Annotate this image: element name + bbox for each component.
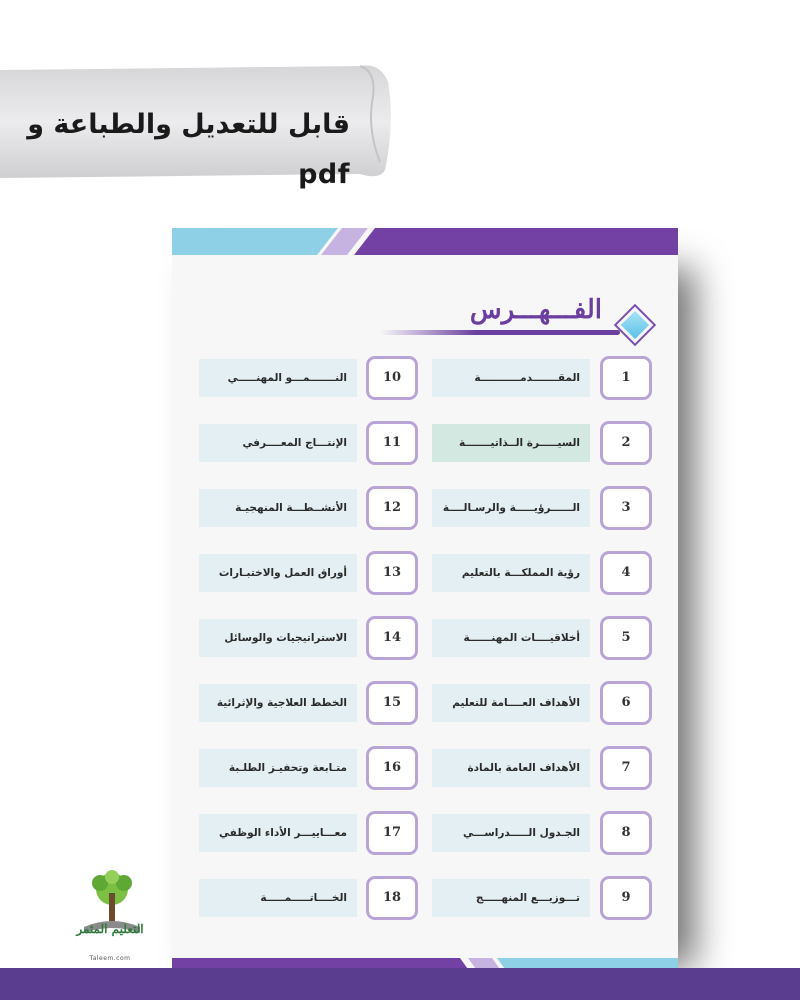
right-number-box: 2 [600, 421, 652, 465]
right-index-label: الــــــرؤيـــــة والرسـالــــة [432, 489, 590, 527]
right-index-label: الجـدول الـــــدراســـي [432, 814, 590, 852]
left-index-label: أوراق العمل والاختبـارات [199, 554, 357, 592]
banner-title: قابل للتعديل والطباعة و pdf [27, 109, 350, 190]
left-number-box: 18 [366, 876, 418, 920]
right-number-box: 4 [600, 551, 652, 595]
left-index-label: معـــاييـــر الأداء الوظفي [199, 814, 357, 852]
right-index-label: السيـــــرة الــذاتيـــــــة [432, 424, 590, 462]
logo-name: التعليم المثمر [76, 922, 144, 936]
left-number-box: 17 [366, 811, 418, 855]
right-index-label: رؤية المملكـــة بالتعليم [432, 554, 590, 592]
left-number-box: 11 [366, 421, 418, 465]
right-number-box: 7 [600, 746, 652, 790]
right-index-label: تـــوزيـــع المنهـــــج [432, 879, 590, 917]
index-title: الفـــهـــرس [469, 295, 602, 325]
right-index-label: الأهداف العــــامة للتعليم [432, 684, 590, 722]
left-index-label: الإنتـــاج المعــــرفي [199, 424, 357, 462]
right-number-box: 5 [600, 616, 652, 660]
tree-logo-icon [72, 852, 152, 962]
left-index-label: متـابعة وتحفيـز الطلـبة [199, 749, 357, 787]
right-index-label: المقـــــــدمـــــــــــة [432, 359, 590, 397]
title-underline [380, 330, 620, 335]
bottom-band [0, 968, 800, 1000]
left-index-label: الأنشــطـــة المنهجيـة [199, 489, 357, 527]
left-number-box: 14 [366, 616, 418, 660]
left-index-label: الخــــاتـــــمـــــة [199, 879, 357, 917]
left-number-box: 13 [366, 551, 418, 595]
left-number-box: 10 [366, 356, 418, 400]
right-number-box: 1 [600, 356, 652, 400]
left-index-label: النـــــــمـــو المهنـــــي [199, 359, 357, 397]
left-index-label: الخطط العلاجية والإثرائية [199, 684, 357, 722]
top-stripe [172, 228, 678, 255]
right-index-label: الأهداف العامة بالمادة [432, 749, 590, 787]
left-index-label: الاستراتيجيات والوسائل [199, 619, 357, 657]
right-number-box: 6 [600, 681, 652, 725]
index-page [172, 228, 678, 972]
right-index-label: أخلاقيــــات المهنــــــة [432, 619, 590, 657]
left-number-box: 15 [366, 681, 418, 725]
left-number-box: 16 [366, 746, 418, 790]
logo-site: Taleem.com [89, 955, 131, 962]
left-number-box: 12 [366, 486, 418, 530]
right-number-box: 9 [600, 876, 652, 920]
right-number-box: 8 [600, 811, 652, 855]
right-number-box: 3 [600, 486, 652, 530]
